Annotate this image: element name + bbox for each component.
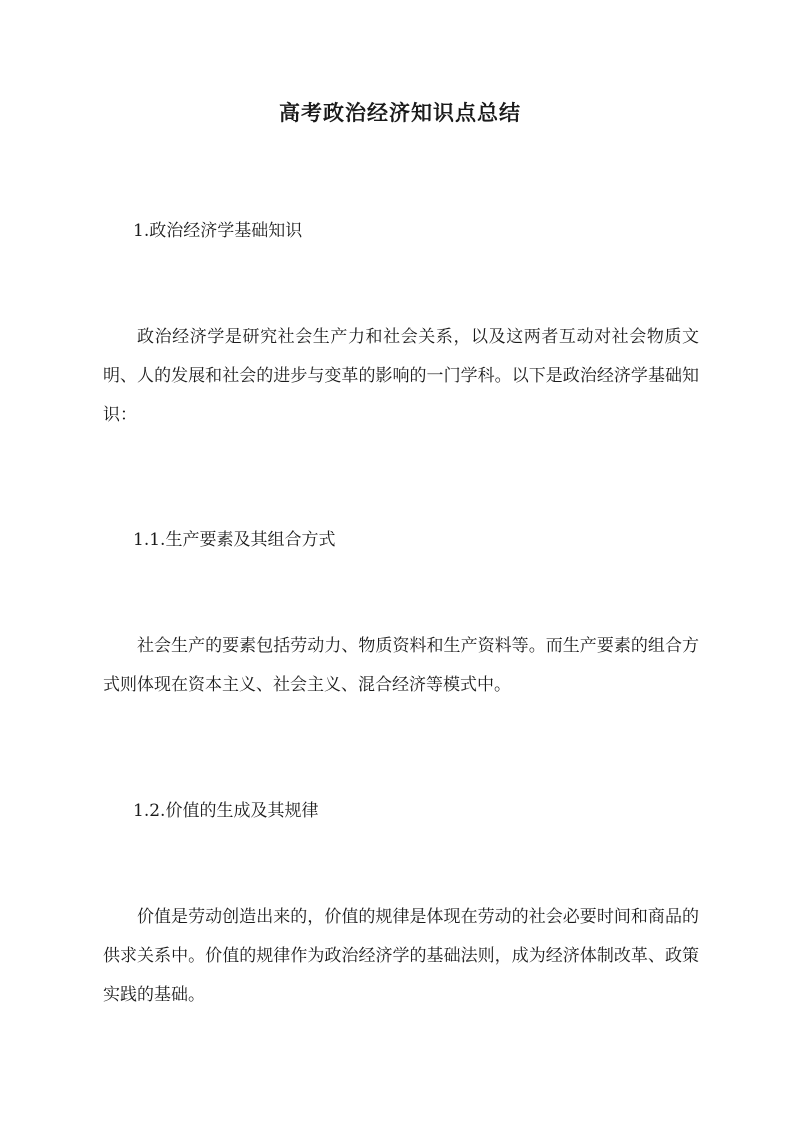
section-paragraph-1-1: 社会生产的要素包括劳动力、物质资料和生产资料等。而生产要素的组合方式则体现在资本主义、社会主义、混合经济等模式中。 (103, 636, 699, 695)
section-heading-1-2: 1.2.价值的生成及其规律 (133, 801, 319, 821)
document-title: 高考政治经济知识点总结 (279, 100, 521, 125)
section-paragraph-1: 政治经济学是研究社会生产力和社会关系，以及这两者互动对社会物质文明、人的发展和社会的进步与变革的影响的一门学科。以下是政治经济学基础知识： (103, 327, 699, 425)
section-paragraph-1-2: 价值是劳动创造出来的，价值的规律是体现在劳动的社会必要时间和商品的供求关系中。价值的规律作为政治经济学的基础法则，成为经济体制改革、政策实践的基础。 (103, 907, 699, 1005)
section-heading-1: 1.政治经济学基础知识 (133, 221, 303, 241)
section-heading-1-1: 1.1.生产要素及其组合方式 (133, 530, 336, 550)
